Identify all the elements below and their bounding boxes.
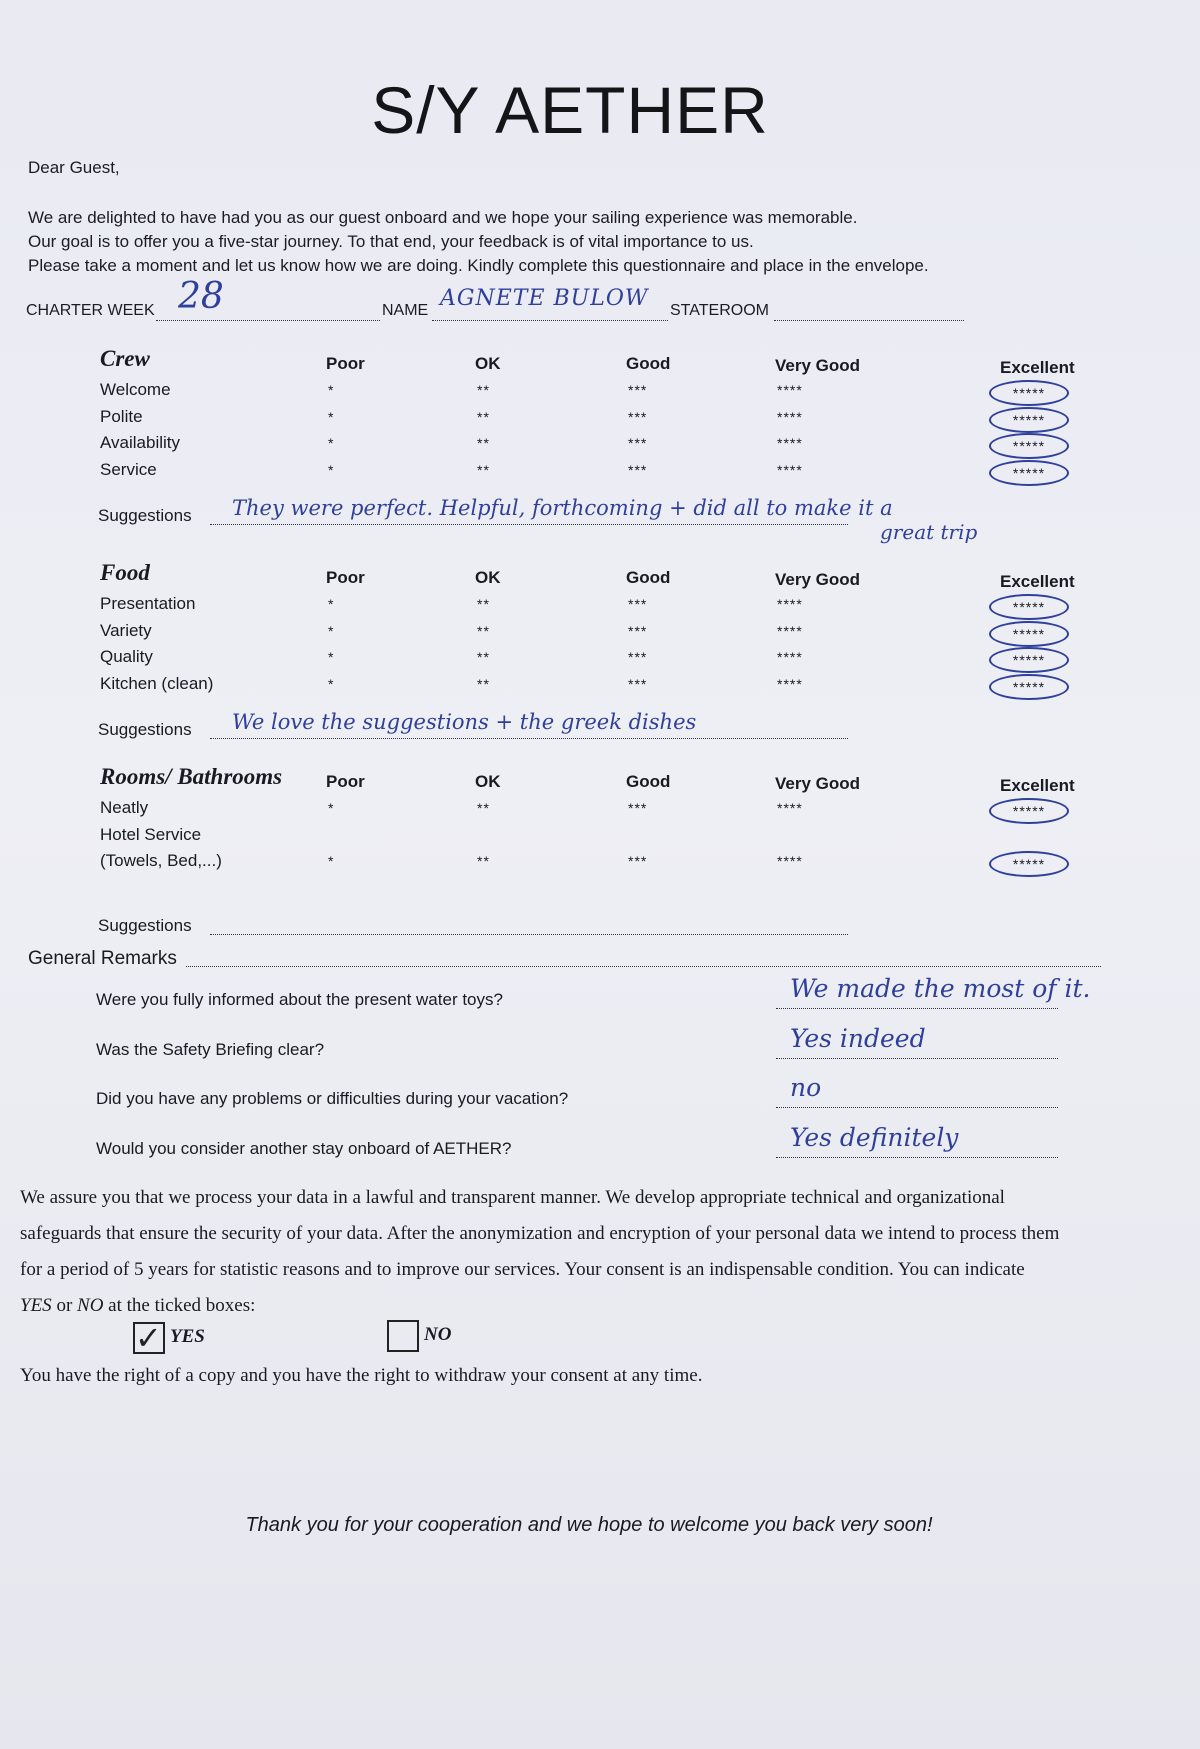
no-label: NO (424, 1324, 452, 1345)
rating-option-poor[interactable]: * (328, 461, 335, 478)
name-label: NAME (382, 302, 429, 319)
rating-option-poor[interactable]: * (328, 622, 335, 639)
selected-rating-excellent[interactable]: ***** (989, 594, 1069, 620)
rating-row-label-sub: (Towels, Bed,...) (100, 850, 222, 870)
selected-rating-excellent[interactable]: ***** (989, 621, 1069, 647)
or-word: or (51, 1295, 78, 1316)
rating-option-poor[interactable]: * (328, 800, 335, 816)
rating-option-ok[interactable]: ** (477, 622, 490, 639)
column-header-excellent: Excellent (1000, 776, 1075, 795)
check-mark-icon: ✓ (135, 1320, 162, 1356)
column-header-excellent: Excellent (1000, 358, 1075, 377)
rating-option-very-good[interactable]: **** (777, 435, 803, 451)
rating-option-good[interactable]: *** (628, 852, 648, 869)
footer-thanks: Thank you for your cooperation and we hope to welcome you back very soon! (245, 1514, 933, 1536)
selected-rating-excellent[interactable]: ***** (989, 433, 1069, 459)
remark-answer[interactable]: Yes definitely (790, 1122, 959, 1152)
column-header-good: Good (626, 568, 671, 587)
charter-week-value[interactable]: 28 (178, 276, 224, 317)
charter-week-line (156, 320, 380, 321)
consent-line-2: safeguards that ensure the security of your data. After the anonymization and encryption of your personal data we intend to process them (20, 1223, 1060, 1244)
rating-option-poor[interactable]: * (328, 435, 335, 451)
yes-label: YES (170, 1326, 205, 1347)
rating-option-very-good[interactable]: **** (777, 408, 803, 425)
consent-rights: You have the right of a copy and you have the right to withdraw your consent at any time. (20, 1365, 703, 1386)
consent-line-4 (20, 1288, 255, 1324)
column-header-excellent: Excellent (1000, 572, 1075, 591)
rating-option-very-good[interactable]: **** (777, 461, 803, 478)
page-title: S/Y AETHER (371, 73, 769, 147)
rating-row-label: Variety (100, 620, 152, 640)
suggestions-label: Suggestions (98, 720, 192, 739)
column-header-poor: Poor (326, 354, 365, 373)
rating-option-ok[interactable]: ** (477, 435, 490, 451)
rating-option-poor[interactable]: * (328, 382, 335, 398)
rating-option-poor[interactable]: * (328, 408, 335, 425)
rating-row-label: Neatly (100, 798, 149, 817)
column-header-very-good: Very Good (775, 356, 861, 375)
column-header-good: Good (626, 772, 671, 791)
suggestions-label: Suggestions (98, 916, 192, 935)
yes-word: YES (20, 1295, 52, 1316)
rating-option-very-good[interactable]: **** (777, 622, 803, 639)
column-header-ok: OK (475, 772, 501, 791)
rating-row-label: Kitchen (clean) (100, 673, 214, 693)
name-line (432, 320, 668, 321)
suggestions-line (210, 738, 848, 739)
remark-answer-line (776, 1058, 1058, 1059)
yes-checkbox[interactable] (133, 1322, 165, 1354)
stateroom-label: STATEROOM (670, 302, 769, 319)
remark-question: Was the Safety Briefing clear? (96, 1039, 325, 1059)
rating-option-good[interactable]: *** (628, 675, 648, 692)
consent-line-1: We assure you that we process your data in a lawful and transparent manner. We develop appropriate technical and organizational (20, 1187, 1005, 1208)
name-value[interactable]: AGNETE BULOW (440, 286, 649, 311)
remark-answer[interactable]: Yes indeed (790, 1023, 926, 1053)
remark-question: Were you fully informed about the present water toys? (96, 990, 503, 1009)
suggestions-line (210, 934, 848, 935)
rating-option-very-good[interactable]: **** (777, 649, 803, 665)
rating-option-ok[interactable]: ** (477, 382, 490, 398)
section-title: Rooms/ Bathrooms (100, 764, 283, 789)
rating-option-ok[interactable]: ** (477, 800, 490, 816)
consent-tail: at the ticked boxes: (103, 1295, 256, 1316)
rating-row-label: Availability (100, 433, 181, 452)
general-remarks-label: General Remarks (28, 948, 177, 969)
suggestions-handwriting[interactable]: We love the suggestions + the greek dishes (232, 710, 697, 734)
rating-option-good[interactable]: *** (628, 800, 648, 816)
section-title: Food (100, 560, 150, 585)
rating-row-label: Welcome (100, 380, 171, 399)
greeting: Dear Guest, (28, 158, 120, 177)
rating-option-ok[interactable]: ** (477, 852, 490, 869)
rating-option-very-good[interactable]: **** (777, 382, 803, 398)
rating-option-good[interactable]: *** (628, 461, 648, 478)
intro-line-3: Please take a moment and let us know how we are doing. Kindly complete this questionnaire and place in the envelope. (28, 256, 929, 275)
suggestions-line (210, 524, 848, 525)
rating-option-good[interactable]: *** (628, 382, 648, 398)
rating-option-ok[interactable]: ** (477, 408, 490, 425)
column-header-poor: Poor (326, 568, 365, 587)
rating-option-good[interactable]: *** (628, 649, 648, 665)
general-remarks-line (186, 966, 1101, 967)
column-header-very-good: Very Good (775, 570, 861, 589)
rating-option-poor[interactable]: * (328, 596, 335, 612)
selected-rating-excellent[interactable]: ***** (989, 674, 1069, 700)
rating-row-label: Presentation (100, 594, 196, 613)
remark-answer-line (776, 1157, 1058, 1158)
suggestions-handwriting[interactable]: They were perfect. Helpful, forthcoming + did all to make it a (232, 496, 893, 520)
remark-answer-line (776, 1008, 1058, 1009)
rating-row-label: Hotel Service (100, 824, 202, 844)
selected-rating-excellent[interactable]: ***** (989, 647, 1069, 673)
selected-rating-excellent[interactable]: ***** (989, 798, 1069, 824)
suggestions-handwriting[interactable]: great trip (880, 520, 978, 544)
remark-question: Would you consider another stay onboard of AETHER? (96, 1138, 512, 1158)
rating-option-very-good[interactable]: **** (777, 675, 803, 692)
remark-question: Did you have any problems or difficulties during your vacation? (96, 1089, 569, 1108)
selected-rating-excellent[interactable]: ***** (989, 407, 1069, 433)
rating-row-label: Polite (100, 406, 143, 426)
rating-option-very-good[interactable]: **** (777, 852, 803, 869)
rating-option-ok[interactable]: ** (477, 596, 490, 612)
intro-line-1: We are delighted to have had you as our guest onboard and we hope your sailing experience was memorable. (28, 208, 858, 227)
no-checkbox[interactable] (387, 1320, 419, 1352)
stateroom-line (774, 320, 964, 321)
column-header-very-good: Very Good (775, 774, 861, 793)
suggestions-label: Suggestions (98, 506, 192, 525)
column-header-ok: OK (475, 568, 501, 587)
selected-rating-excellent[interactable]: ***** (989, 380, 1069, 406)
column-header-poor: Poor (326, 772, 365, 791)
rating-option-poor[interactable]: * (328, 649, 335, 665)
no-word: NO (77, 1295, 104, 1316)
selected-rating-excellent[interactable]: ***** (989, 460, 1069, 486)
rating-option-ok[interactable]: ** (477, 461, 490, 478)
rating-option-good[interactable]: *** (628, 622, 648, 639)
rating-row-label: Quality (100, 647, 153, 666)
rating-option-good[interactable]: *** (628, 596, 648, 612)
column-header-good: Good (626, 354, 671, 373)
rating-option-poor[interactable]: * (328, 675, 335, 692)
rating-option-ok[interactable]: ** (477, 675, 490, 692)
rating-option-ok[interactable]: ** (477, 649, 490, 665)
rating-option-good[interactable]: *** (628, 408, 648, 425)
remark-answer[interactable]: no (790, 1073, 822, 1102)
consent-line-3: for a period of 5 years for statistic reasons and to improve our services. Your consent is an indispensable condition. You can indicate (20, 1259, 1025, 1280)
section-title: Crew (100, 346, 150, 371)
remark-answer[interactable]: We made the most of it. (790, 974, 1091, 1003)
rating-option-poor[interactable]: * (328, 852, 335, 869)
rating-option-good[interactable]: *** (628, 435, 648, 451)
rating-row-label: Service (100, 459, 157, 479)
rating-option-very-good[interactable]: **** (777, 596, 803, 612)
selected-rating-excellent[interactable]: ***** (989, 851, 1069, 877)
column-header-ok: OK (475, 354, 501, 373)
charter-week-label: CHARTER WEEK (26, 302, 155, 319)
remark-answer-line (776, 1107, 1058, 1108)
intro-line-2: Our goal is to offer you a five-star journey. To that end, your feedback is of vital importance to us. (28, 232, 754, 251)
rating-option-very-good[interactable]: **** (777, 800, 803, 816)
